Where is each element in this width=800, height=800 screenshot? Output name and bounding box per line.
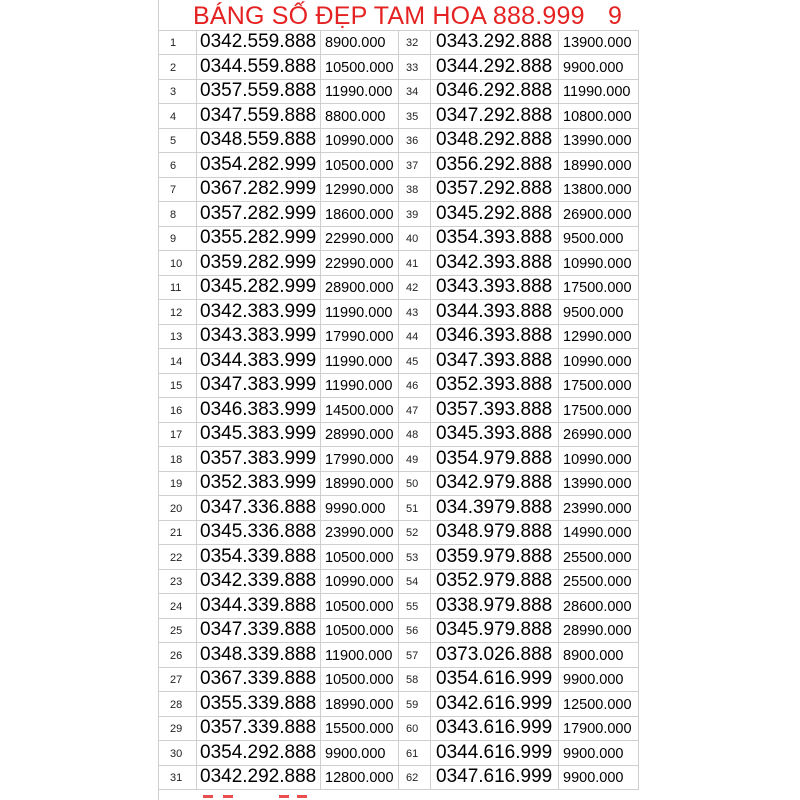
price-right: 12500.000 <box>559 692 639 716</box>
table-row <box>159 153 639 178</box>
row-index-right: 53 <box>399 545 431 569</box>
page-number: 9 <box>608 2 622 30</box>
row-index-right: 32 <box>399 30 431 54</box>
table-row <box>159 275 639 300</box>
row-index-right: 41 <box>399 251 431 275</box>
row-index-left: 5 <box>159 128 197 152</box>
phone-number-left: 0344.383.999 <box>197 349 321 373</box>
phone-number-left: 0348.559.888 <box>197 128 321 152</box>
row-index-left: 2 <box>159 55 197 79</box>
row-index-right: 59 <box>399 692 431 716</box>
price-right: 28990.000 <box>559 618 639 642</box>
price-left: 11900.000 <box>321 643 399 667</box>
table-row <box>159 545 639 570</box>
row-index-left: 8 <box>159 202 197 226</box>
table-row <box>159 373 639 398</box>
price-right: 26900.000 <box>559 202 639 226</box>
row-index-right: 37 <box>399 153 431 177</box>
phone-number-right: 0359.979.888 <box>431 545 559 569</box>
table-row <box>159 765 639 790</box>
price-sheet <box>159 0 639 800</box>
phone-number-left: 0343.383.999 <box>197 324 321 348</box>
phone-number-right: 0354.393.888 <box>431 226 559 250</box>
price-right: 8900.000 <box>559 643 639 667</box>
price-right: 17900.000 <box>559 716 639 740</box>
table-row <box>159 692 639 717</box>
row-index-left: 13 <box>159 324 197 348</box>
price-left: 10500.000 <box>321 667 399 691</box>
table-row <box>159 202 639 227</box>
phone-number-right: 0357.292.888 <box>431 177 559 201</box>
price-right: 9500.000 <box>559 300 639 324</box>
phone-number-right: 0342.616.999 <box>431 692 559 716</box>
row-index-right: 57 <box>399 643 431 667</box>
phone-number-right: 0344.616.999 <box>431 741 559 765</box>
row-index-right: 62 <box>399 765 431 789</box>
phone-number-right: 0347.616.999 <box>431 765 559 789</box>
phone-number-left: 0345.336.888 <box>197 520 321 544</box>
row-index-right: 39 <box>399 202 431 226</box>
row-index-left: 24 <box>159 594 197 618</box>
phone-number-left: 0355.282.999 <box>197 226 321 250</box>
price-left: 22990.000 <box>321 251 399 275</box>
price-right: 14990.000 <box>559 520 639 544</box>
row-index-left: 12 <box>159 300 197 324</box>
price-right: 10800.000 <box>559 104 639 128</box>
phone-number-right: 0345.292.888 <box>431 202 559 226</box>
price-right: 12990.000 <box>559 324 639 348</box>
row-index-right: 33 <box>399 55 431 79</box>
phone-number-right: 0356.292.888 <box>431 153 559 177</box>
row-index-right: 55 <box>399 594 431 618</box>
row-index-left: 28 <box>159 692 197 716</box>
row-index-left: 27 <box>159 667 197 691</box>
row-index-right: 34 <box>399 79 431 103</box>
table-row <box>159 30 639 55</box>
phone-number-right: 0348.292.888 <box>431 128 559 152</box>
row-index-right: 42 <box>399 275 431 299</box>
row-index-left: 14 <box>159 349 197 373</box>
row-index-left: 29 <box>159 716 197 740</box>
price-left: 8900.000 <box>321 30 399 54</box>
table-row <box>159 324 639 349</box>
price-left: 11990.000 <box>321 349 399 373</box>
row-index-right: 35 <box>399 104 431 128</box>
price-left: 10500.000 <box>321 55 399 79</box>
row-index-right: 46 <box>399 373 431 397</box>
price-right: 23990.000 <box>559 496 639 520</box>
phone-number-left: 0359.282.999 <box>197 251 321 275</box>
phone-number-right: 0354.616.999 <box>431 667 559 691</box>
price-left: 8800.000 <box>321 104 399 128</box>
price-left: 17990.000 <box>321 447 399 471</box>
price-right: 13900.000 <box>559 30 639 54</box>
price-left: 9990.000 <box>321 496 399 520</box>
table-row <box>159 251 639 276</box>
phone-number-right: 0345.979.888 <box>431 618 559 642</box>
price-left: 11990.000 <box>321 300 399 324</box>
table-row <box>159 55 639 80</box>
price-left: 10500.000 <box>321 618 399 642</box>
phone-number-right: 0346.393.888 <box>431 324 559 348</box>
phone-number-left: 0345.383.999 <box>197 422 321 446</box>
price-left: 10990.000 <box>321 569 399 593</box>
table-row <box>159 667 639 692</box>
table-row <box>159 520 639 545</box>
phone-number-right: 0352.979.888 <box>431 569 559 593</box>
phone-number-left: 0352.383.999 <box>197 471 321 495</box>
phone-number-right: 0357.393.888 <box>431 398 559 422</box>
price-right: 9900.000 <box>559 765 639 789</box>
row-index-left: 16 <box>159 398 197 422</box>
price-right: 9500.000 <box>559 226 639 250</box>
phone-number-left: 0355.339.888 <box>197 692 321 716</box>
phone-number-left: 0354.292.888 <box>197 741 321 765</box>
phone-number-right: 0348.979.888 <box>431 520 559 544</box>
price-right: 9900.000 <box>559 55 639 79</box>
phone-number-right: 0343.393.888 <box>431 275 559 299</box>
phone-number-left: 0357.383.999 <box>197 447 321 471</box>
table-row <box>159 594 639 619</box>
row-index-right: 47 <box>399 398 431 422</box>
phone-number-right: 0338.979.888 <box>431 594 559 618</box>
title-row <box>159 0 639 31</box>
row-index-right: 38 <box>399 177 431 201</box>
price-left: 11990.000 <box>321 373 399 397</box>
price-right: 10990.000 <box>559 349 639 373</box>
price-right: 26990.000 <box>559 422 639 446</box>
phone-number-left: 0342.559.888 <box>197 30 321 54</box>
price-right: 10990.000 <box>559 251 639 275</box>
row-index-left: 7 <box>159 177 197 201</box>
price-right: 25500.000 <box>559 545 639 569</box>
row-index-left: 6 <box>159 153 197 177</box>
row-index-left: 31 <box>159 765 197 789</box>
price-right: 11990.000 <box>559 79 639 103</box>
row-index-left: 26 <box>159 643 197 667</box>
row-index-right: 52 <box>399 520 431 544</box>
table-row <box>159 398 639 423</box>
phone-number-left: 0345.282.999 <box>197 275 321 299</box>
price-right: 10990.000 <box>559 447 639 471</box>
row-index-left: 22 <box>159 545 197 569</box>
table-row <box>159 79 639 104</box>
row-index-left: 20 <box>159 496 197 520</box>
cut-off-next-title <box>159 795 639 800</box>
phone-number-left: 0348.339.888 <box>197 643 321 667</box>
row-index-left: 15 <box>159 373 197 397</box>
table-row <box>159 496 639 521</box>
price-left: 18600.000 <box>321 202 399 226</box>
table-row <box>159 471 639 496</box>
table-row <box>159 422 639 447</box>
phone-number-left: 0354.282.999 <box>197 153 321 177</box>
table-row <box>159 177 639 202</box>
phone-number-left: 0357.282.999 <box>197 202 321 226</box>
row-index-left: 10 <box>159 251 197 275</box>
phone-number-left: 0346.383.999 <box>197 398 321 422</box>
table-row <box>159 643 639 668</box>
row-index-left: 3 <box>159 79 197 103</box>
row-index-left: 19 <box>159 471 197 495</box>
price-left: 9900.000 <box>321 741 399 765</box>
phone-number-left: 0354.339.888 <box>197 545 321 569</box>
price-left: 23990.000 <box>321 520 399 544</box>
price-left: 14500.000 <box>321 398 399 422</box>
price-right: 13990.000 <box>559 471 639 495</box>
price-left: 28990.000 <box>321 422 399 446</box>
row-index-left: 17 <box>159 422 197 446</box>
table-row <box>159 349 639 374</box>
row-index-right: 60 <box>399 716 431 740</box>
phone-number-left: 0357.339.888 <box>197 716 321 740</box>
table-row <box>159 618 639 643</box>
row-index-left: 21 <box>159 520 197 544</box>
price-left: 10500.000 <box>321 594 399 618</box>
phone-number-right: 0342.393.888 <box>431 251 559 275</box>
row-index-right: 44 <box>399 324 431 348</box>
phone-number-right: 0343.616.999 <box>431 716 559 740</box>
price-right: 13990.000 <box>559 128 639 152</box>
phone-number-left: 0347.383.999 <box>197 373 321 397</box>
phone-number-right: 0346.292.888 <box>431 79 559 103</box>
row-index-right: 36 <box>399 128 431 152</box>
row-index-right: 50 <box>399 471 431 495</box>
price-right: 18990.000 <box>559 153 639 177</box>
phone-number-left: 0367.282.999 <box>197 177 321 201</box>
table-row <box>159 569 639 594</box>
table-row <box>159 716 639 741</box>
row-index-left: 11 <box>159 275 197 299</box>
phone-number-right: 0373.026.888 <box>431 643 559 667</box>
price-left: 10990.000 <box>321 128 399 152</box>
price-left: 11990.000 <box>321 79 399 103</box>
phone-number-left: 0347.336.888 <box>197 496 321 520</box>
price-right: 25500.000 <box>559 569 639 593</box>
price-left: 15500.000 <box>321 716 399 740</box>
row-index-right: 43 <box>399 300 431 324</box>
phone-number-right: 0354.979.888 <box>431 447 559 471</box>
price-left: 17990.000 <box>321 324 399 348</box>
table-row <box>159 300 639 325</box>
phone-number-left: 0342.292.888 <box>197 765 321 789</box>
price-right: 17500.000 <box>559 398 639 422</box>
phone-number-right: 0352.393.888 <box>431 373 559 397</box>
price-right: 13800.000 <box>559 177 639 201</box>
row-index-right: 45 <box>399 349 431 373</box>
price-left: 28900.000 <box>321 275 399 299</box>
row-index-right: 56 <box>399 618 431 642</box>
price-left: 18990.000 <box>321 692 399 716</box>
row-index-left: 18 <box>159 447 197 471</box>
price-right: 9900.000 <box>559 741 639 765</box>
phone-number-right: 0342.979.888 <box>431 471 559 495</box>
phone-number-left: 0342.383.999 <box>197 300 321 324</box>
table-row <box>159 226 639 251</box>
price-right: 17500.000 <box>559 275 639 299</box>
row-index-right: 58 <box>399 667 431 691</box>
price-right: 9900.000 <box>559 667 639 691</box>
row-index-left: 9 <box>159 226 197 250</box>
phone-number-left: 0347.339.888 <box>197 618 321 642</box>
phone-number-right: 0344.292.888 <box>431 55 559 79</box>
phone-number-left: 0344.339.888 <box>197 594 321 618</box>
row-index-right: 49 <box>399 447 431 471</box>
phone-number-left: 0357.559.888 <box>197 79 321 103</box>
price-left: 12990.000 <box>321 177 399 201</box>
table-row <box>159 104 639 129</box>
phone-number-right: 0347.292.888 <box>431 104 559 128</box>
table-row <box>159 128 639 153</box>
phone-number-right: 0345.393.888 <box>431 422 559 446</box>
row-index-right: 51 <box>399 496 431 520</box>
phone-number-right: 0347.393.888 <box>431 349 559 373</box>
row-index-left: 25 <box>159 618 197 642</box>
row-index-left: 30 <box>159 741 197 765</box>
price-left: 10500.000 <box>321 545 399 569</box>
row-index-right: 40 <box>399 226 431 250</box>
price-left: 10500.000 <box>321 153 399 177</box>
phone-number-left: 0347.559.888 <box>197 104 321 128</box>
table-row <box>159 741 639 766</box>
row-index-left: 23 <box>159 569 197 593</box>
table-row <box>159 447 639 472</box>
phone-number-right: 034.3979.888 <box>431 496 559 520</box>
sheet-title: BÁNG SỐ ĐẸP TAM HOA 888.999 <box>193 2 585 30</box>
price-left: 22990.000 <box>321 226 399 250</box>
price-left: 12800.000 <box>321 765 399 789</box>
price-right: 28600.000 <box>559 594 639 618</box>
row-index-right: 48 <box>399 422 431 446</box>
phone-number-left: 0342.339.888 <box>197 569 321 593</box>
row-index-left: 1 <box>159 30 197 54</box>
price-right: 17500.000 <box>559 373 639 397</box>
phone-number-left: 0367.339.888 <box>197 667 321 691</box>
row-index-left: 4 <box>159 104 197 128</box>
phone-number-right: 0343.292.888 <box>431 30 559 54</box>
price-left: 18990.000 <box>321 471 399 495</box>
phone-number-left: 0344.559.888 <box>197 55 321 79</box>
row-index-right: 54 <box>399 569 431 593</box>
row-index-right: 61 <box>399 741 431 765</box>
phone-number-right: 0344.393.888 <box>431 300 559 324</box>
